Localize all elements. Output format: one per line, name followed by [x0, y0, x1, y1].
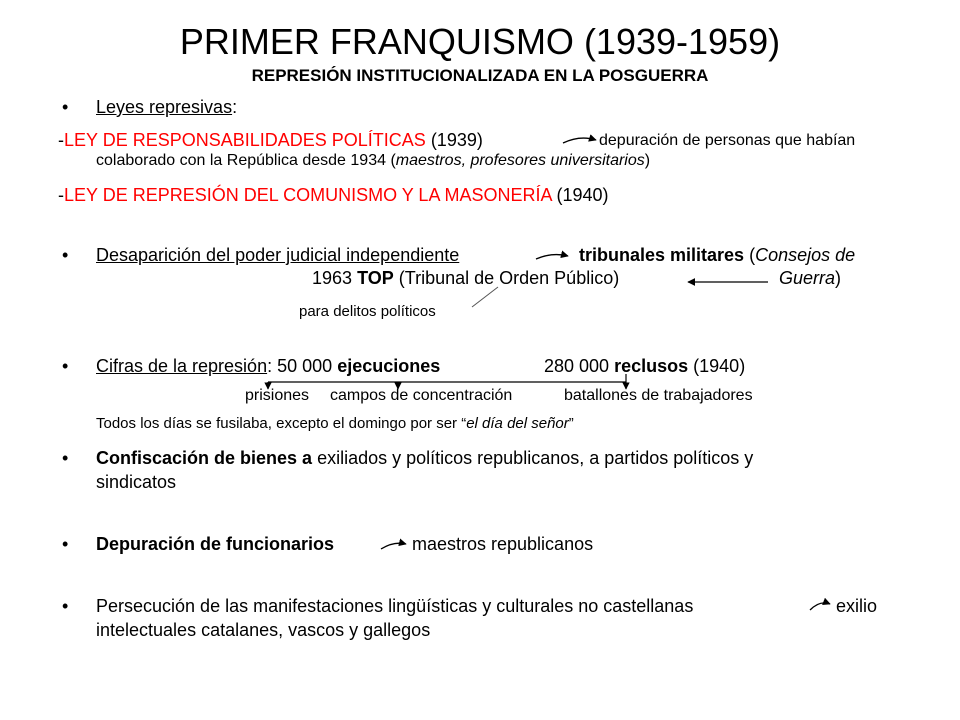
page-title: PRIMER FRANQUISMO (1939-1959) [179, 21, 781, 62]
prisiones-label: prisiones [245, 387, 310, 404]
bullet-marker: • [62, 596, 69, 616]
fusilaba-text: Todos los días se fusilaba, excepto el domingo por ser “ [96, 415, 467, 432]
page-subtitle: REPRESIÓN INSTITUCIONALIZADA EN LA POSGUERRA [251, 66, 709, 85]
arrow-icon [563, 138, 596, 143]
arrow-icon [810, 603, 830, 610]
arrow-icon [381, 543, 406, 549]
law1-year: (1939) [430, 130, 483, 150]
fusilaba-close: ” [568, 415, 574, 432]
consejos-line1: Consejos de [755, 245, 856, 265]
consejos-open: ( [749, 245, 756, 265]
persecucion-line1: Persecución de las manifestaciones lingüísticas y culturales no castellanas [96, 596, 694, 616]
confiscacion-rest: exiliados y políticos republicanos, a partidos políticos y [317, 448, 754, 468]
delitos-politicos: para delitos políticos [299, 303, 436, 320]
confiscacion-line2: sindicatos [96, 472, 177, 492]
law1-desc-italic: maestros, profesores universitarios [395, 152, 645, 169]
confiscacion-bold: Confiscación de bienes a [96, 448, 313, 468]
leyes-label: Leyes represivas [96, 97, 233, 117]
persecucion-exilio: exilio [836, 596, 878, 616]
consejos-close: ) [835, 268, 842, 288]
law2-year: (1940) [556, 185, 609, 205]
top-full: (Tribunal de Orden Público) [398, 268, 620, 288]
reclusos-num: 280 000 [544, 356, 610, 376]
law1-desc-close: ) [644, 152, 651, 169]
law1-desc-text: colaborado con la República desde 1934 ( [96, 152, 396, 169]
connector-line [472, 287, 498, 307]
bullet-marker: • [62, 97, 69, 117]
bullet-marker: • [62, 356, 69, 376]
bullet-marker: • [62, 245, 69, 265]
cifras-label: Cifras de la represión [96, 356, 268, 376]
arrow-icon [536, 255, 568, 259]
law1-name: LEY DE RESPONSABILIDADES POLÍTICAS [64, 130, 426, 150]
ejecuciones-text: ejecuciones [337, 356, 441, 376]
campos-label: campos de concentración [330, 387, 513, 404]
depuracion-bold: Depuración de funcionarios [96, 534, 335, 554]
law2-dash: - [58, 185, 64, 205]
law1-dash: - [58, 130, 64, 150]
reclusos-year: (1940) [693, 356, 746, 376]
ejecuciones-num: 50 000 [277, 356, 333, 376]
depuracion-rest: maestros republicanos [412, 534, 594, 554]
top-abbr: TOP [357, 268, 394, 288]
fusilaba-italic: el día del señor [466, 415, 569, 432]
bullet-marker: • [62, 534, 69, 554]
consejos-guerra: Guerra [779, 268, 836, 288]
judicial-label: Desaparición del poder judicial independiente [96, 245, 460, 265]
leyes-colon: : [232, 97, 238, 117]
persecucion-line2: intelectuales catalanes, vascos y gallegos [96, 620, 431, 640]
law2-name: LEY DE REPRESIÓN DEL COMUNISMO Y LA MASONERÍA [64, 185, 552, 205]
tribunales-text: tribunales militares [579, 245, 745, 265]
top-year: 1963 [312, 268, 353, 288]
bullet-marker: • [62, 448, 69, 468]
law1-description-line1: depuración de personas que habían [599, 132, 856, 149]
reclusos-text: reclusos [614, 356, 689, 376]
batallones-label: batallones de trabajadores [564, 387, 753, 404]
cifras-colon: : [267, 356, 273, 376]
